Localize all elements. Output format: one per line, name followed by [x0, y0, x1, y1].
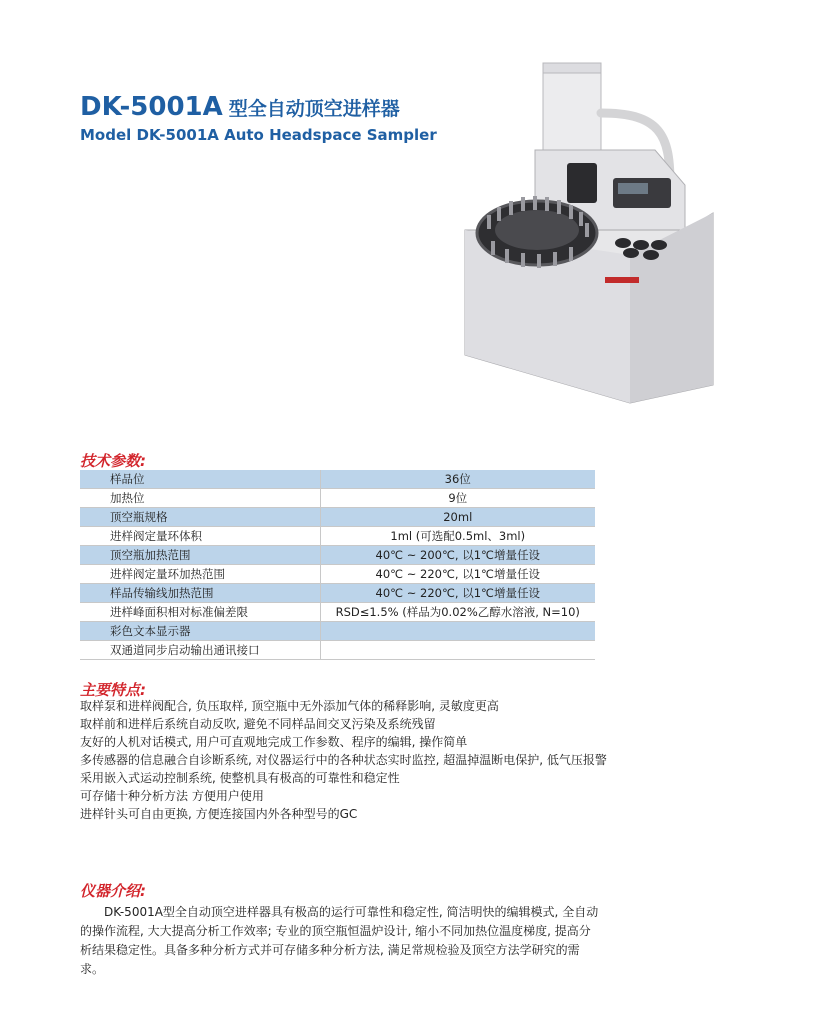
table-row — [80, 565, 595, 584]
spec-value: 1ml (可选配0.5ml、3ml) — [320, 527, 595, 546]
spec-value — [320, 622, 595, 641]
list-item: 友好的人机对话模式, 用户可直观地完成工作参数、程序的编辑, 操作简单 — [80, 735, 468, 749]
list-item: 取样前和进样后系统自动反吹, 避免不同样品间交叉污染及系统残留 — [80, 717, 436, 731]
spec-label: 进样阀定量环体积 — [80, 527, 320, 546]
model-title — [80, 92, 400, 122]
spec-label: 样品传输线加热范围 — [80, 584, 320, 603]
spec-label: 加热位 — [80, 489, 320, 508]
spec-value: 20ml — [320, 508, 595, 527]
list-item: 多传感器的信息融合自诊断系统, 对仪器运行中的各种状态实时监控, 超温掉温断电保护, 低气压报警 — [80, 753, 607, 767]
table-row — [80, 489, 595, 508]
specs-table — [80, 470, 595, 660]
spec-value: RSD≤1.5% (样品为0.02%乙醇水溶液, N=10) — [320, 603, 595, 622]
spec-value: 9位 — [320, 489, 595, 508]
spec-label: 进样阀定量环加热范围 — [80, 565, 320, 584]
spec-value: 40℃ ~ 200℃, 以1℃增量任设 — [320, 546, 595, 565]
model-title-en: Model DK-5001A Auto Headspace Sampler — [80, 126, 437, 144]
spec-value — [320, 641, 595, 660]
list-item: 采用嵌入式运动控制系统, 使整机具有极高的可靠性和稳定性 — [80, 771, 400, 785]
model-code: DK-5001A — [80, 92, 223, 122]
spec-label: 样品位 — [80, 470, 320, 489]
spec-label: 进样峰面积相对标准偏差限 — [80, 603, 320, 622]
features-list — [80, 697, 610, 823]
table-row — [80, 527, 595, 546]
table-row — [80, 641, 595, 660]
spec-label: 彩色文本显示器 — [80, 622, 320, 641]
list-item: 可存储十种分析方法 方便用户使用 — [80, 789, 264, 803]
features-section-title: 主要特点: — [80, 681, 146, 699]
intro-paragraph: DK-5001A型全自动顶空进样器具有极高的运行可靠性和稳定性, 简洁明快的编辑模式, 全自动的操作流程, 大大提高分析工作效率; 专业的顶空瓶恒温炉设计, 缩小不同加热位温度梯度, 提高分析结果稳定性。具备多种分析方式并可存储多种分析方法, 满足常规检验及顶空方法学研究的需求。 — [80, 905, 599, 976]
specs-section-title: 技术参数: — [80, 452, 146, 470]
list-item: 进样针头可自由更换, 方便连接国内外各种型号的GC — [80, 807, 358, 821]
table-row — [80, 470, 595, 489]
table-row — [80, 584, 595, 603]
list-item: 取样泵和进样阀配合, 负压取样, 顶空瓶中无外添加气体的稀释影响, 灵敏度更高 — [80, 699, 499, 713]
spec-label: 顶空瓶加热范围 — [80, 546, 320, 565]
spec-value: 40℃ ~ 220℃, 以1℃增量任设 — [320, 565, 595, 584]
spec-label: 双通道同步启动输出通讯接口 — [80, 641, 320, 660]
spec-label: 顶空瓶规格 — [80, 508, 320, 527]
table-row — [80, 603, 595, 622]
table-row — [80, 508, 595, 527]
table-row — [80, 546, 595, 565]
model-title-cn: 型全自动顶空进样器 — [228, 98, 400, 120]
spec-value: 36位 — [320, 470, 595, 489]
spec-value: 40℃ ~ 220℃, 以1℃增量任设 — [320, 584, 595, 603]
table-row — [80, 622, 595, 641]
headspace-sampler-image — [455, 55, 725, 410]
intro-section-title: 仪器介绍: — [80, 882, 146, 900]
